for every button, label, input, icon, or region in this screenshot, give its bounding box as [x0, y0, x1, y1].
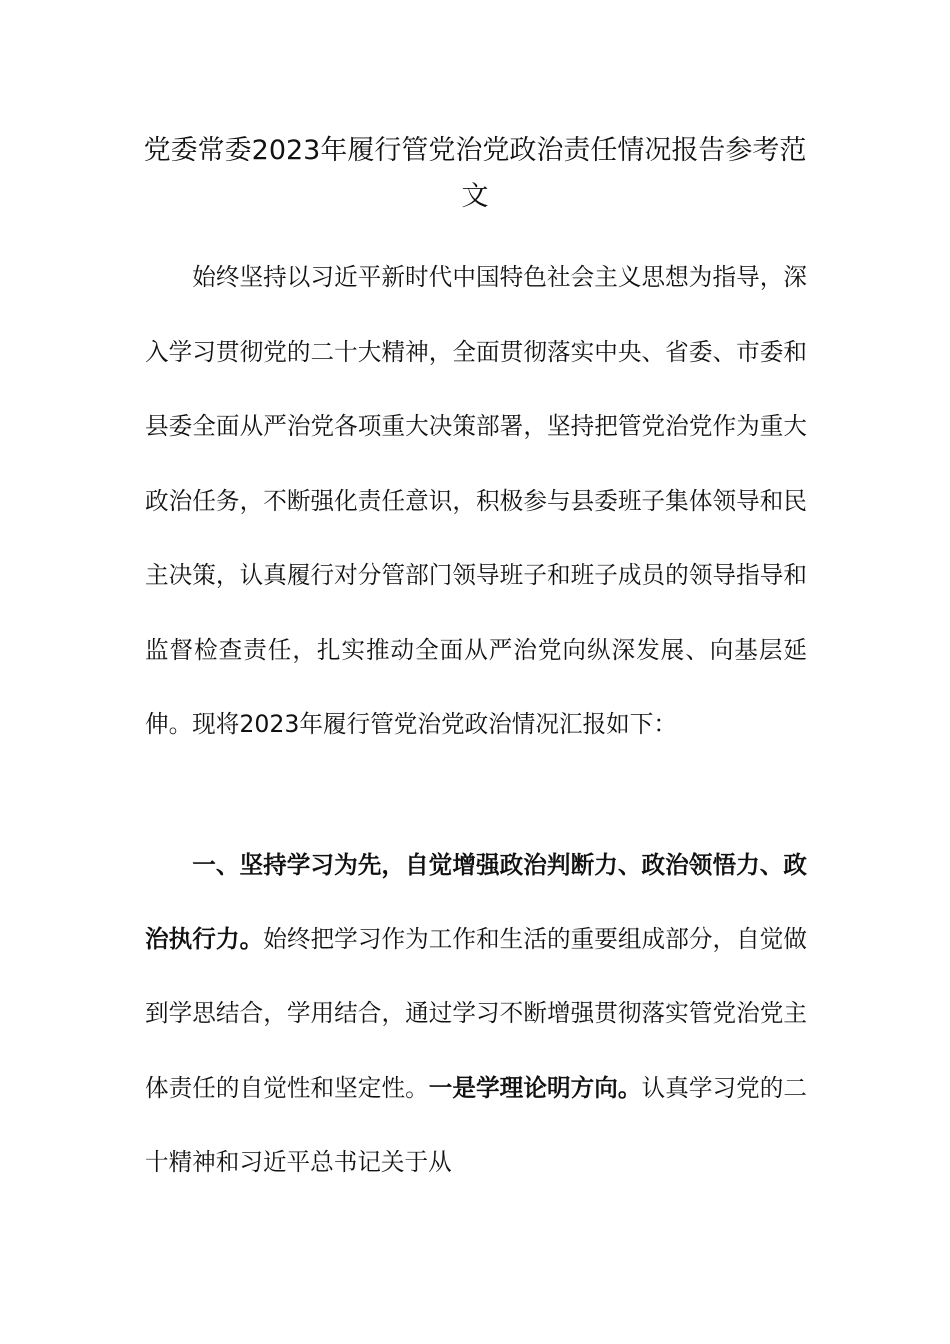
intro-paragraph-text: 始终坚持以习近平新时代中国特色社会主义思想为指导，深入学习贯彻党的二十大精神，全面贯彻落实中央、省委、市委和县委全面从严治党各项重大决策部署，坚持把管党治党作为重大政治任务，不断强化责任意识，积极参与县委班子集体领导和民主决策，认真履行对分管部门领导班子和班子成员的领导指导和监督检查责任，扎实推动全面从严治党向纵深发展、向基层延伸。现将2023年履行管党治党政治情况汇报如下：	[145, 263, 807, 738]
section-one-paragraph	[145, 828, 807, 1199]
document-title: 党委常委2023年履行管党治党政治责任情况报告参考范文	[143, 135, 807, 212]
section-one-text: 始终把学习作为工作和生活的重要组成部分，自觉做到学思结合，学用结合，通过学习不断增强贯彻落实管党治党主体责任的自觉性和坚定性。	[145, 925, 808, 1102]
section-one-text-continued: 认真学习党的二十精神和习近平总书记关于从	[145, 1073, 808, 1176]
section-one-subheading: 一是学理论明方向。	[428, 1073, 642, 1102]
intro-paragraph	[145, 240, 807, 762]
section-one-heading: 一、坚持学习为先，自觉增强政治判断力、政治领悟力、政治执行力。	[145, 851, 807, 954]
